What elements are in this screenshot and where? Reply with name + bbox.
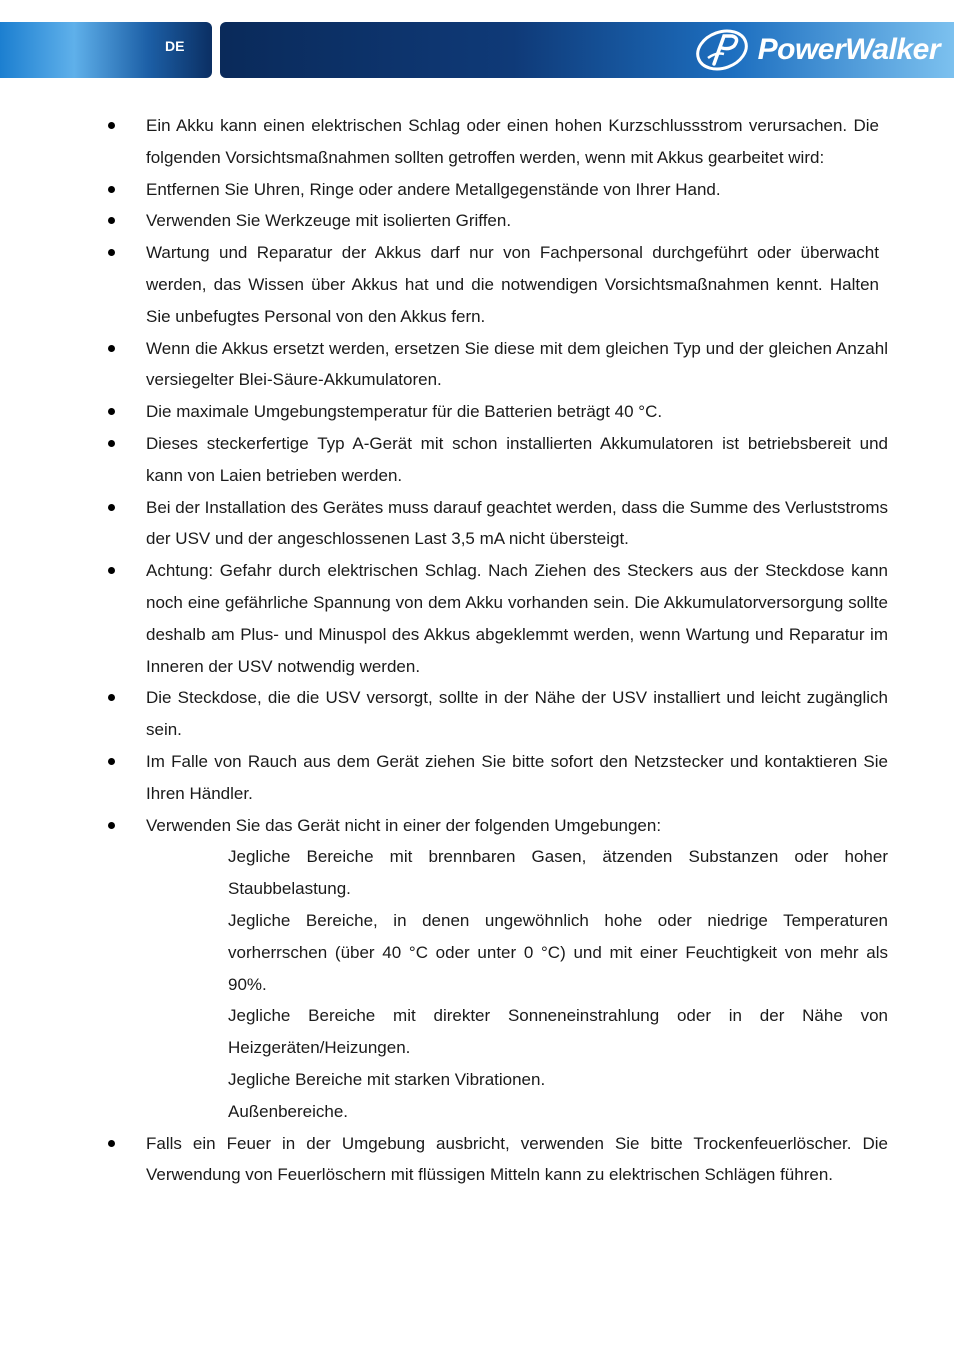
list-item: Verwenden Sie das Gerät nicht in einer der folgenden Umgebungen:: [0, 810, 954, 842]
list-item: Ein Akku kann einen elektrischen Schlag oder einen hohen Kurzschlussstrom verursachen. Die folgenden Vorsichtsmaßnahmen sollten getroffen werden, wenn mit Akkus gearbeitet wird:: [0, 110, 954, 174]
sub-list-item: Jegliche Bereiche mit starken Vibrationen.: [228, 1069, 546, 1089]
list-item: Entfernen Sie Uhren, Ringe oder andere Metallgegenstände von Ihrer Hand.: [0, 174, 954, 206]
list-item: Die Steckdose, die die USV versorgt, sollte in der Nähe der USV installiert und leicht zugänglich sein.: [0, 682, 954, 746]
bullet-icon: [108, 217, 115, 224]
list-item: Bei der Installation des Gerätes muss darauf geachtet werden, dass die Summe des Verluststroms der USV und der angeschlossenen Last 3,5 mA nicht übersteigt.: [0, 492, 954, 556]
bullet-icon: [108, 1140, 115, 1147]
language-tab: [0, 22, 212, 78]
list-item: Im Falle von Rauch aus dem Gerät ziehen Sie bitte sofort den Netzstecker und kontaktieren Sie Ihren Händler.: [0, 746, 954, 810]
bullet-icon: [108, 440, 115, 447]
bullet-icon: [108, 186, 115, 193]
brand-name: PowerWalker: [757, 33, 940, 66]
list-item: Wenn die Akkus ersetzt werden, ersetzen Sie diese mit dem gleichen Typ und der gleichen Anzahl versiegelter Blei-Säure-Akkumulatoren.: [0, 333, 954, 397]
header-bar: [220, 22, 954, 78]
sub-list-item: Jegliche Bereiche mit direkter Sonneneinstrahlung oder in der Nähe von Heizgeräten/Heizungen.: [228, 1006, 888, 1058]
list-item: Wartung und Reparatur der Akkus darf nur von Fachpersonal durchgeführt oder überwacht werden, das Wissen über Akkus hat und die notwendigen Vorsichtsmaßnahmen kennt. Halten Sie unbefugtes Personal von den Akkus fern.: [0, 237, 954, 332]
bullet-icon: [108, 694, 115, 701]
list-item: Verwenden Sie Werkzeuge mit isolierten Griffen.: [0, 205, 954, 237]
powerwalker-logo-icon: [694, 28, 752, 72]
bullet-icon: [108, 408, 115, 415]
sub-list-item: Jegliche Bereiche, in denen ungewöhnlich hohe oder niedrige Temperaturen vorherrschen (über 40 °C oder unter 0 °C) und mit einer Feuchtigkeit von mehr als 90%.: [228, 910, 888, 994]
bullet-icon: [108, 822, 115, 829]
list-item: Falls ein Feuer in der Umgebung ausbricht, verwenden Sie bitte Trockenfeuerlöscher. Die Verwendung von Feuerlöschern mit flüssigen Mitteln kann zu elektrischen Schlägen führen.: [0, 1128, 954, 1192]
bullet-icon: [108, 758, 115, 765]
page-header: [0, 22, 954, 78]
safety-list: [0, 110, 954, 1191]
sub-list-item: Jegliche Bereiche mit brennbaren Gasen, ätzenden Substanzen oder hoher Staubbelastung.: [228, 847, 888, 899]
bullet-icon: [108, 345, 115, 352]
bullet-icon: [108, 122, 115, 129]
list-item: Dieses steckerfertige Typ A-Gerät mit schon installierten Akkumulatoren ist betriebsbereit und kann von Laien betrieben werden.: [0, 428, 954, 492]
bullet-icon: [108, 249, 115, 256]
bullet-icon: [108, 567, 115, 574]
list-item: Die maximale Umgebungstemperatur für die Batterien beträgt 40 °C.: [0, 396, 954, 428]
list-item: Achtung: Gefahr durch elektrischen Schlag. Nach Ziehen des Steckers aus der Steckdose kann noch eine gefährliche Spannung von dem Akku vorhanden sein. Die Akkumulatorversorgung sollte deshalb am Plus- und Minuspol des Akkus abgeklemmt werden, wenn Wartung und Reparatur im Inneren der USV notwendig werden.: [0, 555, 954, 682]
sub-list-item: Außenbereiche.: [228, 1101, 349, 1121]
bullet-icon: [108, 504, 115, 511]
language-label: DE: [165, 38, 185, 54]
brand-logo: [694, 28, 940, 72]
